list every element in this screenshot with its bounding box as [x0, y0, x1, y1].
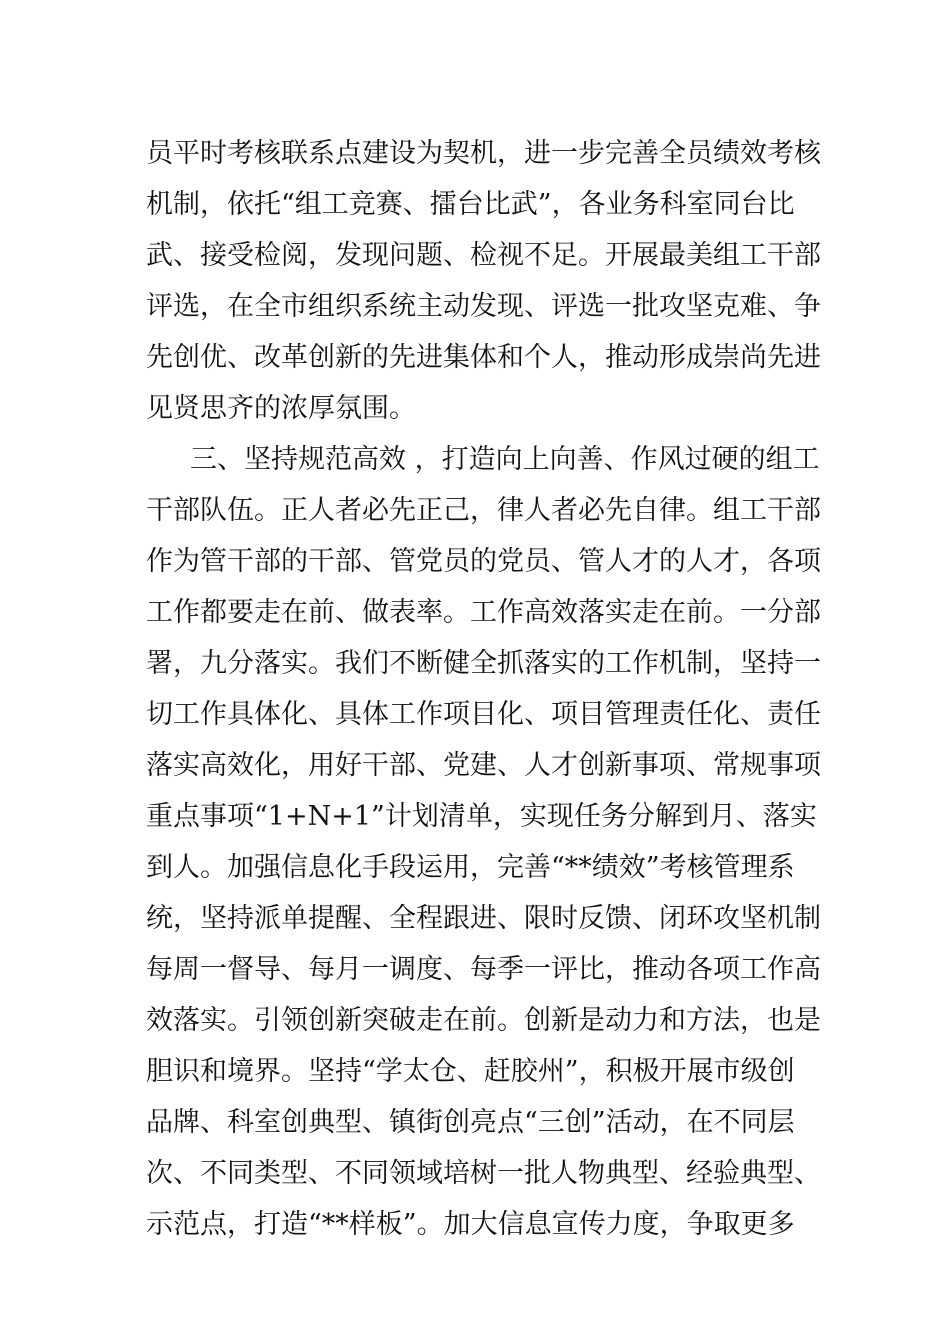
text-line: 示范点，打造“**样板”。加大信息宣传力度，争取更多 — [146, 1209, 795, 1240]
text-line: 到人。加强信息化手段运用，完善“**绩效”考核管理系 — [146, 852, 795, 883]
text-line: 先创优、改革创新的先进集体和个人，推动形成崇尚先进 — [146, 342, 821, 373]
text-line: 效落实。引领创新突破走在前。创新是动力和方法，也是 — [146, 1005, 821, 1036]
text-line: 见贤思齐的浓厚氛围。 — [146, 393, 416, 424]
text-line: 每周一督导、每月一调度、每季一评比，推动各项工作高 — [146, 954, 821, 985]
text-line: 胆识和境界。坚持“学太仓、赶胶州”，积极开展市级创 — [146, 1056, 795, 1087]
text-line: 工作都要走在前、做表率。工作高效落实走在前。一分部 — [146, 597, 821, 628]
section-heading-line: 三、坚持规范高效 ，打造向上向善、作风过硬的组工 — [190, 444, 820, 475]
text-line: 统，坚持派单提醒、全程跟进、限时反馈、闭环攻坚机制 — [146, 903, 821, 934]
text-line: 重点事项“1+N+1”计划清单，实现任务分解到月、落实 — [146, 801, 817, 832]
text-line: 员平时考核联系点建设为契机，进一步完善全员绩效考核 — [146, 138, 821, 169]
body-text — [146, 128, 821, 1250]
text-line: 切工作具体化、具体工作项目化、项目管理责任化、责任 — [146, 699, 821, 730]
text-line: 落实高效化，用好干部、党建、人才创新事项、常规事项 — [146, 750, 821, 781]
text-line: 作为管干部的干部、管党员的党员、管人才的人才，各项 — [146, 546, 821, 577]
text-line: 武、接受检阅，发现问题、检视不足。开展最美组工干部 — [146, 240, 821, 271]
text-line: 品牌、科室创典型、镇街创亮点“三创”活动，在不同层 — [146, 1107, 795, 1138]
text-line: 次、不同类型、不同领域培树一批人物典型、经验典型、 — [146, 1158, 821, 1189]
text-line: 机制，依托“组工竞赛、擂台比武”，各业务科室同台比 — [146, 189, 795, 220]
text-line: 干部队伍。正人者必先正己，律人者必先自律。组工干部 — [146, 495, 821, 526]
text-line: 评选，在全市组织系统主动发现、评选一批攻坚克难、争 — [146, 291, 821, 322]
text-line: 署，九分落实。我们不断健全抓落实的工作机制，坚持一 — [146, 648, 821, 679]
